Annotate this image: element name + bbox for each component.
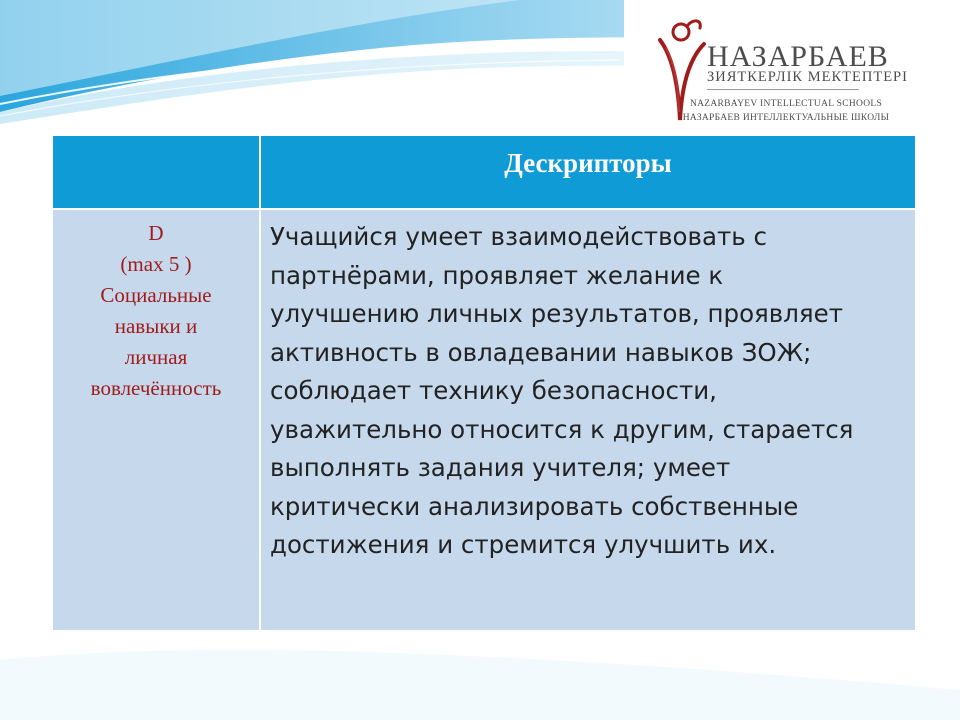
- header-descriptors-title: Дескрипторы: [504, 148, 672, 178]
- header-descriptors-cell: [261, 136, 915, 208]
- descriptor-cell: [261, 210, 915, 630]
- logo-subtitle: ЗИЯТКЕРЛІК МЕКТЕПТЕРІ: [707, 69, 908, 85]
- descriptor-line: критически анализировать собственные: [270, 491, 799, 521]
- descriptor-line: улучшению личных результатов, проявляет: [270, 299, 843, 328]
- logo-title: НАЗАРБАЕВ: [707, 40, 889, 73]
- header-empty-cell: [53, 136, 259, 208]
- logo-divider: [707, 89, 859, 90]
- criterion-name-line: навыки и: [114, 314, 198, 338]
- descriptor-line: соблюдает технику безопасности,: [270, 376, 717, 405]
- criterion-name-line: личная: [124, 345, 188, 369]
- descriptor-line: активность в овладевании навыков ЗОЖ;: [270, 337, 812, 367]
- logo-english-name: NAZARBAYEV INTELLECTUAL SCHOOLS: [689, 99, 883, 109]
- descriptor-text: [270, 218, 910, 565]
- descriptor-line: Учащийся умеет взаимодействовать с: [270, 222, 767, 251]
- logo-russian-name: НАЗАРБАЕВ ИНТЕЛЛЕКТУАЛЬНЫЕ ШКОЛЫ: [682, 113, 890, 123]
- descriptor-line: выполнять задания учителя; умеет: [270, 453, 731, 482]
- descriptor-table: [53, 136, 915, 630]
- descriptor-line: партнёрами, проявляет желание к: [270, 260, 724, 290]
- descriptor-line: уважительно относится к другим, старается: [270, 414, 854, 444]
- criterion-cell: [53, 210, 259, 630]
- criterion-text: [53, 218, 259, 404]
- criterion-name-line: Социальные: [100, 283, 212, 307]
- criterion-name-line: вовлечённость: [90, 376, 222, 400]
- criterion-code: D: [148, 221, 164, 245]
- criterion-max-points: (max 5 ): [120, 252, 192, 276]
- descriptor-line: достижения и стремится улучшить их.: [270, 530, 777, 559]
